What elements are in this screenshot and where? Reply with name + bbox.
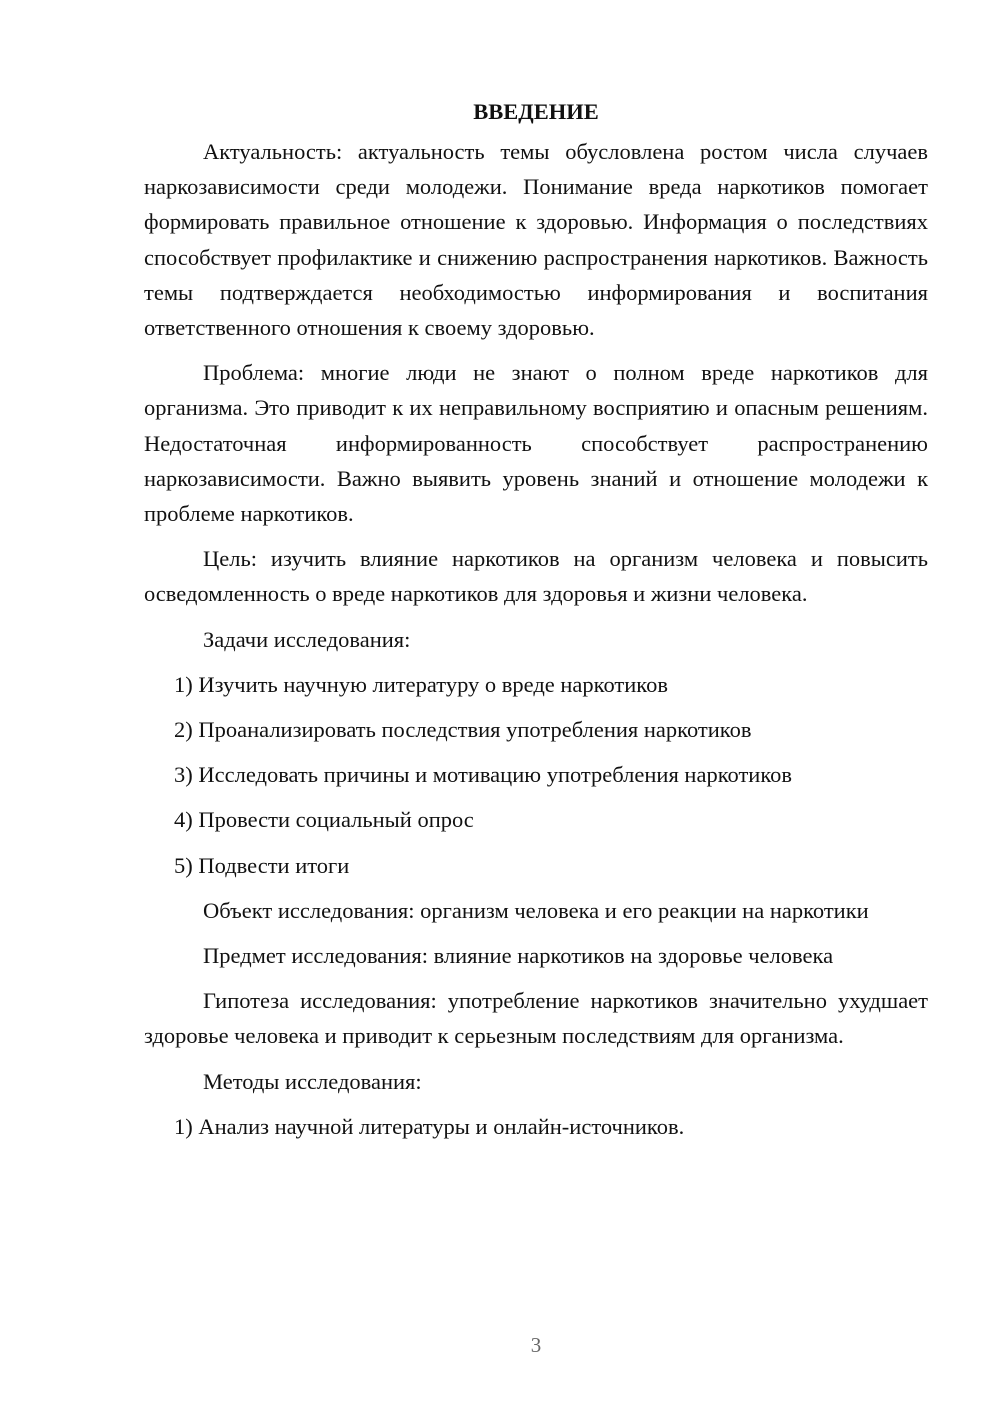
tasks-list: [144, 667, 928, 883]
method-item: 1) Анализ научной литературы и онлайн-источников.: [174, 1113, 685, 1139]
hypothesis-paragraph: Гипотеза исследования: употребление наркотиков значительно ухудшает здоровье человека и приводит к серьезным последствиям для организма.: [144, 988, 928, 1049]
goal-paragraph: Цель: изучить влияние наркотиков на организм человека и повысить осведомленность о вреде наркотиков для здоровья и жизни человека.: [144, 546, 928, 607]
methods-heading: Методы исследования:: [203, 1068, 422, 1094]
methods-list: [144, 1109, 928, 1144]
section-title: ВВЕДЕНИЕ: [473, 99, 599, 124]
problem-paragraph: Проблема: многие люди не знают о полном вреде наркотиков для организма. Это приводит к их неправильному восприятию и опасным решениям. Недостаточная информированность способствует распространению наркозависимости. Важно выявить уровень знаний и отношение молодежи к проблеме наркотиков.: [144, 360, 928, 527]
subject-paragraph: Предмет исследования: влияние наркотиков на здоровье человека: [203, 943, 834, 969]
task-item: 4) Провести социальный опрос: [174, 807, 474, 833]
relevance-paragraph: Актуальность: актуальность темы обусловлена ростом числа случаев наркозависимости среди молодежи. Понимание вреда наркотиков помогает формировать правильное отношение к здоровью. Информация о последствиях способствует профилактике и снижению распространения наркотиков. Важность темы подтверждается необходимостью информирования и воспитания ответственного отношения к своему здоровью.: [144, 139, 928, 341]
object-paragraph: Объект исследования: организм человека и его реакции на наркотики: [203, 897, 869, 923]
tasks-heading: Задачи исследования:: [203, 626, 411, 652]
document-body: [144, 94, 928, 1154]
task-item: 2) Проанализировать последствия употребления наркотиков: [174, 717, 752, 743]
task-item: 1) Изучить научную литературу о вреде наркотиков: [174, 671, 668, 697]
task-item: 3) Исследовать причины и мотивацию употребления наркотиков: [174, 762, 792, 788]
task-item: 5) Подвести итоги: [174, 852, 350, 878]
page-number: 3: [530, 1333, 542, 1357]
